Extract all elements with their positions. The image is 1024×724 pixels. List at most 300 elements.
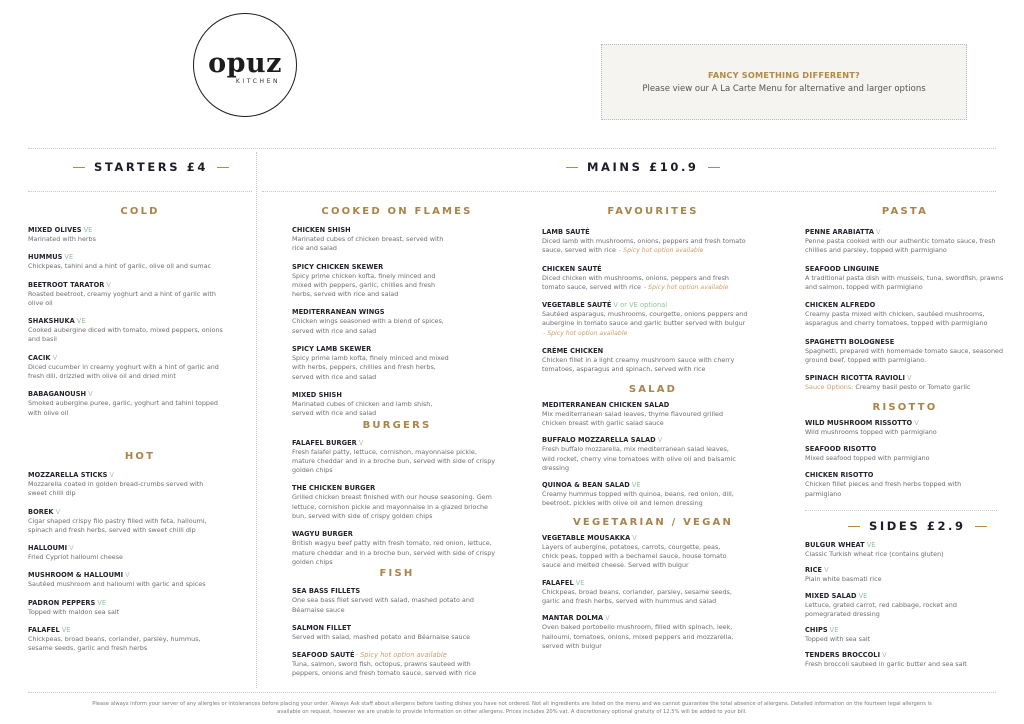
menu-item-description bbox=[292, 317, 452, 336]
menu-item bbox=[542, 401, 764, 429]
dietary-badge: VE bbox=[631, 481, 641, 490]
menu-item-name bbox=[542, 436, 764, 445]
starters-mains-divider bbox=[256, 152, 257, 688]
item-title: PENNE ARABIATTA bbox=[805, 228, 875, 236]
menu-item-name bbox=[542, 347, 764, 356]
menu-item bbox=[28, 508, 252, 536]
dash-decoration bbox=[975, 526, 987, 527]
menu-item-name bbox=[28, 390, 252, 399]
menu-item-name bbox=[292, 530, 502, 539]
menu-item-description bbox=[805, 550, 995, 559]
dietary-badge: VE bbox=[76, 317, 86, 326]
menu-item-name bbox=[542, 614, 764, 623]
dietary-badge: V or VE optional bbox=[613, 301, 668, 310]
dietary-badge: V bbox=[914, 418, 919, 427]
menu-item-name bbox=[805, 338, 1005, 347]
category-hot: HOT bbox=[124, 450, 156, 462]
item-title: SHAKSHUKA bbox=[28, 317, 75, 326]
menu-item bbox=[805, 592, 1005, 620]
menu-item-description bbox=[805, 575, 995, 584]
dietary-badge: V bbox=[824, 566, 829, 575]
item-title: CHICKEN RISOTTO bbox=[805, 471, 874, 480]
category-cold: COLD bbox=[120, 206, 160, 217]
spicy-option-note: - Spicy hot option available bbox=[618, 247, 704, 255]
description-text: One sea bass filet served with salad, mashed potato and Béarnaise sauce bbox=[292, 596, 474, 614]
menu-item-name bbox=[805, 374, 1005, 383]
category-pasta: PASTA bbox=[881, 206, 929, 217]
menu-item-name bbox=[292, 226, 502, 235]
logo-subtitle: KITCHEN bbox=[235, 77, 281, 85]
menu-item-description bbox=[28, 262, 228, 271]
menu-item bbox=[805, 626, 1005, 644]
item-title: BABAGANOUSH bbox=[28, 390, 87, 399]
fish-items bbox=[292, 587, 502, 678]
logo bbox=[193, 13, 297, 117]
mains-header bbox=[566, 160, 720, 174]
description-text: Grilled chicken breast finished with our house seasoning. Gem lettuce, cornishon pickle and mayonnaise in a glazed brioche bun, served with side of crispy golden chips bbox=[292, 493, 492, 521]
menu-item bbox=[28, 626, 252, 654]
starters-title: STARTERS £4 bbox=[94, 160, 208, 174]
item-title: BULGUR WHEAT bbox=[805, 541, 865, 549]
description-text: A traditional pasta dish with mussels, tuna, swordfish, prawns and salmon, topped with parmigiano bbox=[805, 273, 1004, 291]
dietary-badge: V bbox=[69, 544, 74, 553]
description-text: Smoked aubergine puree, garlic, yoghurt and tahini topped with olive oil bbox=[28, 399, 218, 417]
menu-item bbox=[292, 308, 502, 336]
description-text: Penne pasta cooked with our authentic tomato sauce, fresh chillies and parsley, topped with parmigiano bbox=[805, 237, 996, 255]
menu-item bbox=[292, 530, 502, 567]
menu-item-name bbox=[292, 484, 502, 493]
description-text: Diced chicken with mushrooms, onions, peppers and fresh tomato sauce, served with rice bbox=[542, 273, 729, 291]
item-title: CACIK bbox=[28, 353, 51, 362]
description-text: Oven baked portobello mushroom, filled with spinach, leek, halloumi, tomatoes, onions, mixed peppers and mozzarella, served with bulgur bbox=[542, 623, 734, 650]
menu-item-description bbox=[28, 580, 224, 589]
dietary-badge: V bbox=[876, 228, 881, 236]
starters-header bbox=[73, 160, 229, 174]
item-title: CRÈME CHICKEN bbox=[542, 347, 604, 356]
item-title: HALLOUMI bbox=[28, 544, 68, 553]
item-title: QUINOA & BEAN SALAD bbox=[542, 481, 630, 490]
menu-item-name bbox=[805, 301, 1005, 310]
dietary-badge: VE bbox=[575, 578, 585, 587]
pasta-items bbox=[805, 228, 1005, 393]
menu-item bbox=[542, 265, 764, 293]
description-text: Diced cucumber in creamy yoghurt with a hint of garlic and fresh dill, drizzled with olive oil and dried mint bbox=[28, 362, 219, 381]
item-title: CHICKEN ALFREDO bbox=[805, 301, 876, 310]
item-title: SPINACH RICOTTA RAVIOLI bbox=[805, 374, 906, 383]
item-title: MIXED OLIVES bbox=[28, 226, 82, 234]
menu-item bbox=[805, 651, 1005, 669]
menu-item bbox=[805, 228, 1005, 256]
menu-item-description bbox=[805, 237, 1005, 256]
menu-item-description bbox=[542, 490, 742, 509]
spicy-option-note: - Spicy hot option available bbox=[543, 329, 628, 337]
menu-item-description bbox=[292, 633, 497, 642]
menu-item bbox=[28, 471, 252, 499]
description-text: Lettuce, grated carrot, red cabbage, rocket and pomegrarated dressing bbox=[805, 600, 957, 618]
menu-item-name bbox=[292, 439, 502, 448]
dietary-badge: V bbox=[907, 374, 912, 383]
dietary-badge: VE bbox=[64, 253, 74, 262]
description-text: Chicken fillet in a light creamy mushroom sauce with cherry tomatoes, asparagus and spinach, served with rice bbox=[542, 356, 735, 374]
description-text: Marinated cubes of chicken and lamb shish, served with rice and salad bbox=[292, 399, 433, 418]
description-text: Diced lamb with mushrooms, onions, peppers and fresh tomato sauce, served with rice bbox=[542, 237, 746, 255]
mains-title: MAINS £10.9 bbox=[587, 160, 699, 174]
item-title: BUFFALO MOZZARELLA SALAD bbox=[542, 436, 656, 445]
menu-item-description bbox=[542, 310, 748, 338]
menu-item bbox=[292, 226, 502, 254]
menu-item-description bbox=[28, 480, 224, 499]
menu-item-name bbox=[28, 354, 252, 363]
item-title: MANTAR DOLMA bbox=[542, 614, 604, 623]
item-title: SEAFOOD LINGUINE bbox=[805, 264, 880, 273]
description-text: Served with salad, mashed potato and Béarnaise sauce bbox=[292, 632, 471, 641]
item-title: SEAFOOD SAUTÉ bbox=[292, 651, 355, 660]
item-title: FALAFEL BURGER bbox=[292, 438, 357, 447]
menu-item bbox=[542, 579, 764, 607]
menu-item bbox=[28, 226, 252, 244]
dietary-badge: VE bbox=[858, 591, 868, 600]
promo-text: Please view our A La Carte Menu for alternative and larger options bbox=[642, 84, 926, 94]
item-title: SPICY CHICKEN SKEWER bbox=[292, 262, 384, 271]
description-text: Chickpeas, tahini and a hint of garlic, olive oil and sumac bbox=[28, 262, 212, 271]
menu-item bbox=[542, 347, 764, 375]
menu-item-description bbox=[292, 448, 497, 476]
mains-column-3 bbox=[805, 206, 1005, 507]
menu-item bbox=[805, 374, 1005, 392]
menu-item bbox=[542, 301, 764, 338]
description-text: Sautéed mushroom and halloumi with garlic and spices bbox=[28, 580, 206, 589]
category-cooked-on-flames: COOKED ON FLAMES bbox=[321, 206, 473, 217]
description-text: British wagyu beef patty with fresh tomato, red onion, lettuce, mature cheddar and in a broche bun, served with side of crispy golden chips bbox=[292, 539, 496, 566]
menu-item bbox=[28, 599, 252, 617]
menu-item-name bbox=[805, 541, 1005, 550]
menu-item bbox=[28, 390, 252, 418]
menu-item-name bbox=[292, 587, 502, 596]
item-title: TENDERS BROCCOLI bbox=[805, 651, 881, 660]
description-text: Fried Cypriot halloumi cheese bbox=[28, 553, 123, 562]
salad-items bbox=[542, 401, 764, 509]
menu-item-description bbox=[292, 493, 497, 521]
item-title: FALAFEL bbox=[542, 578, 574, 587]
item-title: CHICKEN SAUTÉ bbox=[542, 264, 602, 273]
menu-item-name bbox=[805, 592, 1005, 601]
description-text: Spicy prime lamb kofta, finely minced and mixed with herbs, peppers, chillies and fresh herbs, served with rice and salad bbox=[292, 354, 449, 381]
item-title: VEGETABLE SAUTÉ bbox=[542, 301, 612, 310]
menu-item-description bbox=[805, 480, 975, 499]
menu-item-name bbox=[542, 265, 764, 274]
menu-item bbox=[292, 484, 502, 521]
menu-item-name bbox=[28, 599, 252, 608]
menu-item-description bbox=[542, 237, 748, 256]
menu-item bbox=[805, 541, 1005, 559]
description-text: Fresh buffalo mozzarella, mix mediterranean salad leaves, wild rocket, cherry vine tomatoes with olive oil and balsamic dressing bbox=[542, 445, 736, 472]
menu-item bbox=[542, 614, 764, 651]
promo-title: FANCY SOMETHING DIFFERENT? bbox=[707, 70, 861, 80]
dietary-badge: V bbox=[109, 470, 115, 479]
menu-item-description bbox=[292, 596, 497, 615]
menu-item-description bbox=[28, 635, 224, 654]
description-text: Fresh falafel patty, lettuce, cornishon, mayonnaise pickle, mature cheddar and in a broche bun, served with side of crispy golden chips bbox=[292, 447, 496, 475]
disclaimer-line-2: available on request, however we are unable to provide information on other allergens. Prices includes 20% vat. A discretionary optional gratuity of 12.5% will be added to your bill. bbox=[277, 708, 747, 715]
menu-item-name bbox=[28, 571, 252, 580]
menu-item-description bbox=[805, 454, 975, 463]
menu-item-name bbox=[805, 265, 1005, 274]
menu-item bbox=[28, 281, 252, 309]
item-title: FALAFEL bbox=[28, 626, 60, 635]
description-text: Marinated with herbs bbox=[28, 235, 96, 243]
menu-item-description bbox=[542, 274, 748, 293]
dietary-badge: V bbox=[882, 651, 887, 660]
menu-item bbox=[542, 228, 764, 256]
menu-item-name bbox=[292, 263, 502, 272]
allergen-disclaimer bbox=[25, 701, 999, 716]
menu-item-description bbox=[805, 274, 1005, 293]
footer-divider bbox=[28, 692, 996, 693]
description-text: Layers of aubergine, potatoes, carrots, courgette, peas, chick peas, topped with a bechamel sauce, house tomato sauce and melted cheese. Served with bulgur bbox=[542, 542, 727, 570]
menu-item-name bbox=[542, 579, 764, 588]
menu-item bbox=[805, 445, 1005, 463]
menu-item-description bbox=[292, 354, 452, 382]
description-text: Cooked aubergine diced with tomato, mixed peppers, onions and basil bbox=[28, 326, 223, 344]
category-favourites: FAVOURITES bbox=[607, 206, 699, 217]
menu-item-name bbox=[805, 445, 1005, 454]
menu-item-description bbox=[28, 517, 224, 536]
dietary-badge: VE bbox=[829, 626, 839, 635]
dietary-badge: V bbox=[106, 280, 111, 289]
risotto-items bbox=[805, 419, 1005, 499]
sides-header bbox=[848, 519, 987, 533]
dash-decoration bbox=[708, 167, 720, 168]
menu-item-description bbox=[805, 601, 995, 620]
item-title: SEA BASS FILLETS bbox=[292, 587, 361, 596]
dietary-badge: V bbox=[632, 533, 637, 542]
description-text: Roasted beetroot, creamy yoghurt and a hint of garlic with olive oil bbox=[28, 289, 216, 307]
cold-items bbox=[28, 226, 252, 418]
item-title: THE CHICKEN BURGER bbox=[292, 484, 376, 493]
menu-item-name bbox=[542, 301, 764, 310]
menu-item-description bbox=[28, 363, 228, 382]
menu-item bbox=[292, 587, 502, 615]
description-text: Chickpeas, broad beans, coriander, parsley, sesame seeds, garlic and fresh herbs, served with hummus and salad bbox=[542, 587, 732, 605]
sauce-options-label: Sauce Options: bbox=[805, 383, 854, 392]
menu-item bbox=[805, 471, 1005, 499]
mains-column-1 bbox=[292, 206, 502, 688]
dietary-badge: V bbox=[358, 438, 364, 447]
starters-header-divider bbox=[28, 191, 252, 192]
description-text: Spicy prime chicken kofta, finely minced and mixed with peppers, garlic, chillies and fresh herbs, served with rice and salad bbox=[292, 271, 436, 299]
menu-item-description bbox=[542, 588, 738, 607]
menu-item-name bbox=[28, 508, 252, 517]
starters-column bbox=[28, 206, 252, 663]
menu-item-description bbox=[292, 272, 452, 300]
menu-item-description bbox=[542, 543, 738, 571]
hot-items bbox=[28, 471, 252, 654]
top-divider bbox=[28, 148, 996, 149]
menu-item bbox=[805, 265, 1005, 293]
menu-item-name bbox=[28, 281, 252, 290]
menu-item-description bbox=[805, 635, 995, 644]
menu-item bbox=[28, 253, 252, 271]
menu-item-name bbox=[805, 471, 1005, 480]
menu-item-description bbox=[292, 539, 497, 567]
menu-item-name bbox=[805, 626, 1005, 635]
menu-item bbox=[542, 534, 764, 571]
item-title: SALMON FILLET bbox=[292, 623, 352, 632]
favourites-items bbox=[542, 228, 764, 375]
menu-item bbox=[805, 301, 1005, 329]
description-text: Creamy pasta mixed with chicken, sautéed mushrooms, asparagus and cherry tomatoes, topped with parmigiano bbox=[805, 310, 988, 328]
menu-item-name bbox=[292, 391, 502, 400]
category-burgers: BURGERS bbox=[362, 419, 432, 431]
menu-item-name bbox=[542, 228, 764, 237]
spicy-option-note: - Spicy hot option available bbox=[643, 283, 729, 291]
menu-item-name bbox=[28, 253, 252, 262]
item-title: MEDITERRANEAN CHICKEN SALAD bbox=[542, 400, 670, 409]
menu-item-description bbox=[292, 235, 452, 254]
menu-item-name bbox=[292, 651, 502, 660]
item-title: MIXED SHISH bbox=[292, 390, 342, 399]
menu-item-description bbox=[28, 326, 228, 345]
description-text: Chickpeas, broad beans, coriander, parsley, hummus, sesame seeds, garlic and fresh herbs bbox=[28, 635, 201, 653]
description-text: Cigar shaped crispy filo pastry filled with feta, halloumi, spinach and fresh herbs, served with sweet chilli dip bbox=[28, 516, 207, 534]
mains-header-divider bbox=[262, 191, 996, 192]
menu-item-description bbox=[292, 400, 452, 419]
description-text: Chicken fillet pieces and fresh herbs topped with parmigiano bbox=[805, 480, 962, 498]
menu-item-name bbox=[28, 544, 252, 553]
description-text: Topped with maldon sea salt bbox=[28, 607, 120, 616]
menu-item-name bbox=[805, 566, 1005, 575]
description-text: Sautéed asparagus, mushrooms, courgette, onions peppers and aubergine in tomato sauce and garlic butter served with bulgur bbox=[542, 310, 748, 328]
menu-item bbox=[28, 317, 252, 345]
dietary-badge: V bbox=[125, 571, 130, 580]
dietary-badge: V bbox=[657, 436, 663, 445]
menu-item-name bbox=[542, 401, 764, 410]
dietary-badge: VE bbox=[83, 226, 93, 234]
description-text: Mixed seafood topped with parmigiano bbox=[805, 453, 930, 462]
description-text: Wild mushrooms topped with parmigiano bbox=[805, 427, 937, 436]
menu-item-description bbox=[292, 660, 497, 679]
dietary-badge: VE bbox=[61, 626, 71, 635]
description-text: Topped with sea salt bbox=[805, 635, 871, 644]
sides-column bbox=[805, 541, 1005, 677]
dietary-badge: V bbox=[55, 507, 61, 516]
description-text: Creamy hummus topped with quinoa, beans, red onion, dill, beetroot, pickles with olive oil and lemon dressing bbox=[542, 490, 734, 508]
menu-item bbox=[805, 338, 1005, 366]
item-title: WILD MUSHROOM RISSOTTO bbox=[805, 418, 913, 427]
menu-item-name bbox=[292, 345, 502, 354]
menu-item-description bbox=[805, 347, 1005, 366]
menu-item-name bbox=[28, 471, 252, 480]
disclaimer-line-1: Please always inform your server of any allergies or intolerances before placing your order. Always Ask staff about allergens before tasting dishes you have not ordered. Not all ingredients are listed on the menu and we cannot guarantee the total absence of allergens. Detailed information on the fourteen legal allergens is bbox=[92, 701, 932, 707]
menu-item-name bbox=[292, 308, 502, 317]
item-title: CHIPS bbox=[805, 626, 828, 635]
menu-item bbox=[292, 345, 502, 382]
sides-title: SIDES £2.9 bbox=[869, 519, 966, 533]
menu-item bbox=[28, 571, 252, 589]
item-title: BEETROOT TARATOR bbox=[28, 280, 105, 289]
menu-item-description bbox=[805, 310, 1005, 329]
menu-item bbox=[292, 651, 502, 679]
sides-divider bbox=[805, 510, 997, 511]
menu-item-name bbox=[292, 624, 502, 633]
menu-item-description bbox=[28, 290, 228, 309]
logo-brand: opuz bbox=[208, 47, 282, 79]
category-risotto: RISOTTO bbox=[872, 401, 938, 413]
description-text: Fresh broccoli sauteed in garlic butter and sea salt bbox=[805, 660, 967, 669]
menu-item-description bbox=[805, 383, 1005, 392]
description-text: Plain white basmati rice bbox=[805, 575, 882, 584]
menu-item bbox=[542, 436, 764, 473]
menu-item bbox=[292, 263, 502, 300]
menu-item-description bbox=[28, 399, 228, 418]
item-title: MEDITERRANEAN WINGS bbox=[292, 308, 385, 317]
dash-decoration bbox=[73, 167, 85, 168]
description-text: Mozzarella coated in golden bread-crumbs served with sweet chilli dip bbox=[28, 479, 204, 498]
menu-item-description bbox=[28, 235, 228, 244]
description-text: Chicken wings seasoned with a blend of spices, served with rice and salad bbox=[292, 317, 444, 335]
menu-item-name bbox=[542, 481, 764, 490]
dash-decoration bbox=[848, 526, 860, 527]
item-title: SPICY LAMB SKEWER bbox=[292, 345, 372, 354]
menu-item bbox=[805, 566, 1005, 584]
menu-item-name bbox=[28, 317, 252, 326]
category-salad: SALAD bbox=[628, 383, 678, 395]
menu-item-description bbox=[805, 660, 995, 669]
menu-item-name bbox=[542, 534, 764, 543]
menu-item-description bbox=[542, 445, 742, 473]
menu-item-description bbox=[28, 608, 224, 617]
menu-item-description bbox=[542, 623, 738, 651]
menu-item bbox=[542, 481, 764, 509]
item-title: SEAFOOD RISOTTO bbox=[805, 444, 877, 453]
menu-item-name bbox=[28, 226, 252, 235]
item-title: MUSHROOM & HALLOUMI bbox=[28, 571, 124, 580]
menu-item bbox=[28, 354, 252, 382]
item-title: SPAGHETTI BOLOGNESE bbox=[805, 337, 895, 346]
dietary-badge: VE bbox=[866, 541, 876, 549]
menu-item-name bbox=[28, 626, 252, 635]
description-text: Mix mediterranean salad leaves, thyme flavoured grilled chicken breast with garlic salad sauce bbox=[542, 409, 724, 427]
menu-item-description bbox=[542, 410, 742, 429]
menu-item bbox=[28, 544, 252, 562]
menu-item bbox=[805, 419, 1005, 437]
vegetarian-items bbox=[542, 534, 764, 651]
menu-item-description bbox=[28, 553, 224, 562]
item-title: WAGYU BURGER bbox=[292, 530, 353, 539]
item-title: HUMMUS bbox=[28, 253, 63, 262]
item-title: VEGETABLE MOUSAKKA bbox=[542, 533, 631, 542]
dietary-badge: V bbox=[605, 614, 610, 623]
item-title: CHICKEN SHISH bbox=[292, 226, 351, 234]
flames-items bbox=[292, 226, 502, 419]
menu-item-name bbox=[805, 419, 1005, 428]
menu-item bbox=[292, 624, 502, 642]
a-la-carte-promo bbox=[601, 44, 967, 120]
menu-item-name bbox=[805, 651, 1005, 660]
item-title: MOZZARELLA STICKS bbox=[28, 470, 108, 479]
item-title: LAMB SAUTÉ bbox=[542, 228, 590, 236]
description-text: Marinated cubes of chicken breast, served with rice and salad bbox=[292, 235, 444, 253]
item-title: MIXED SALAD bbox=[805, 591, 857, 600]
menu-item bbox=[292, 391, 502, 419]
description-text: Classic Turkish wheat rice (contains gluten) bbox=[805, 550, 944, 558]
menu-item-description bbox=[805, 428, 975, 437]
menu-item-description bbox=[542, 356, 748, 375]
burgers-items bbox=[292, 439, 502, 568]
dietary-badge: V bbox=[52, 353, 58, 362]
dietary-badge: VE bbox=[97, 598, 107, 607]
dash-decoration bbox=[566, 167, 578, 168]
